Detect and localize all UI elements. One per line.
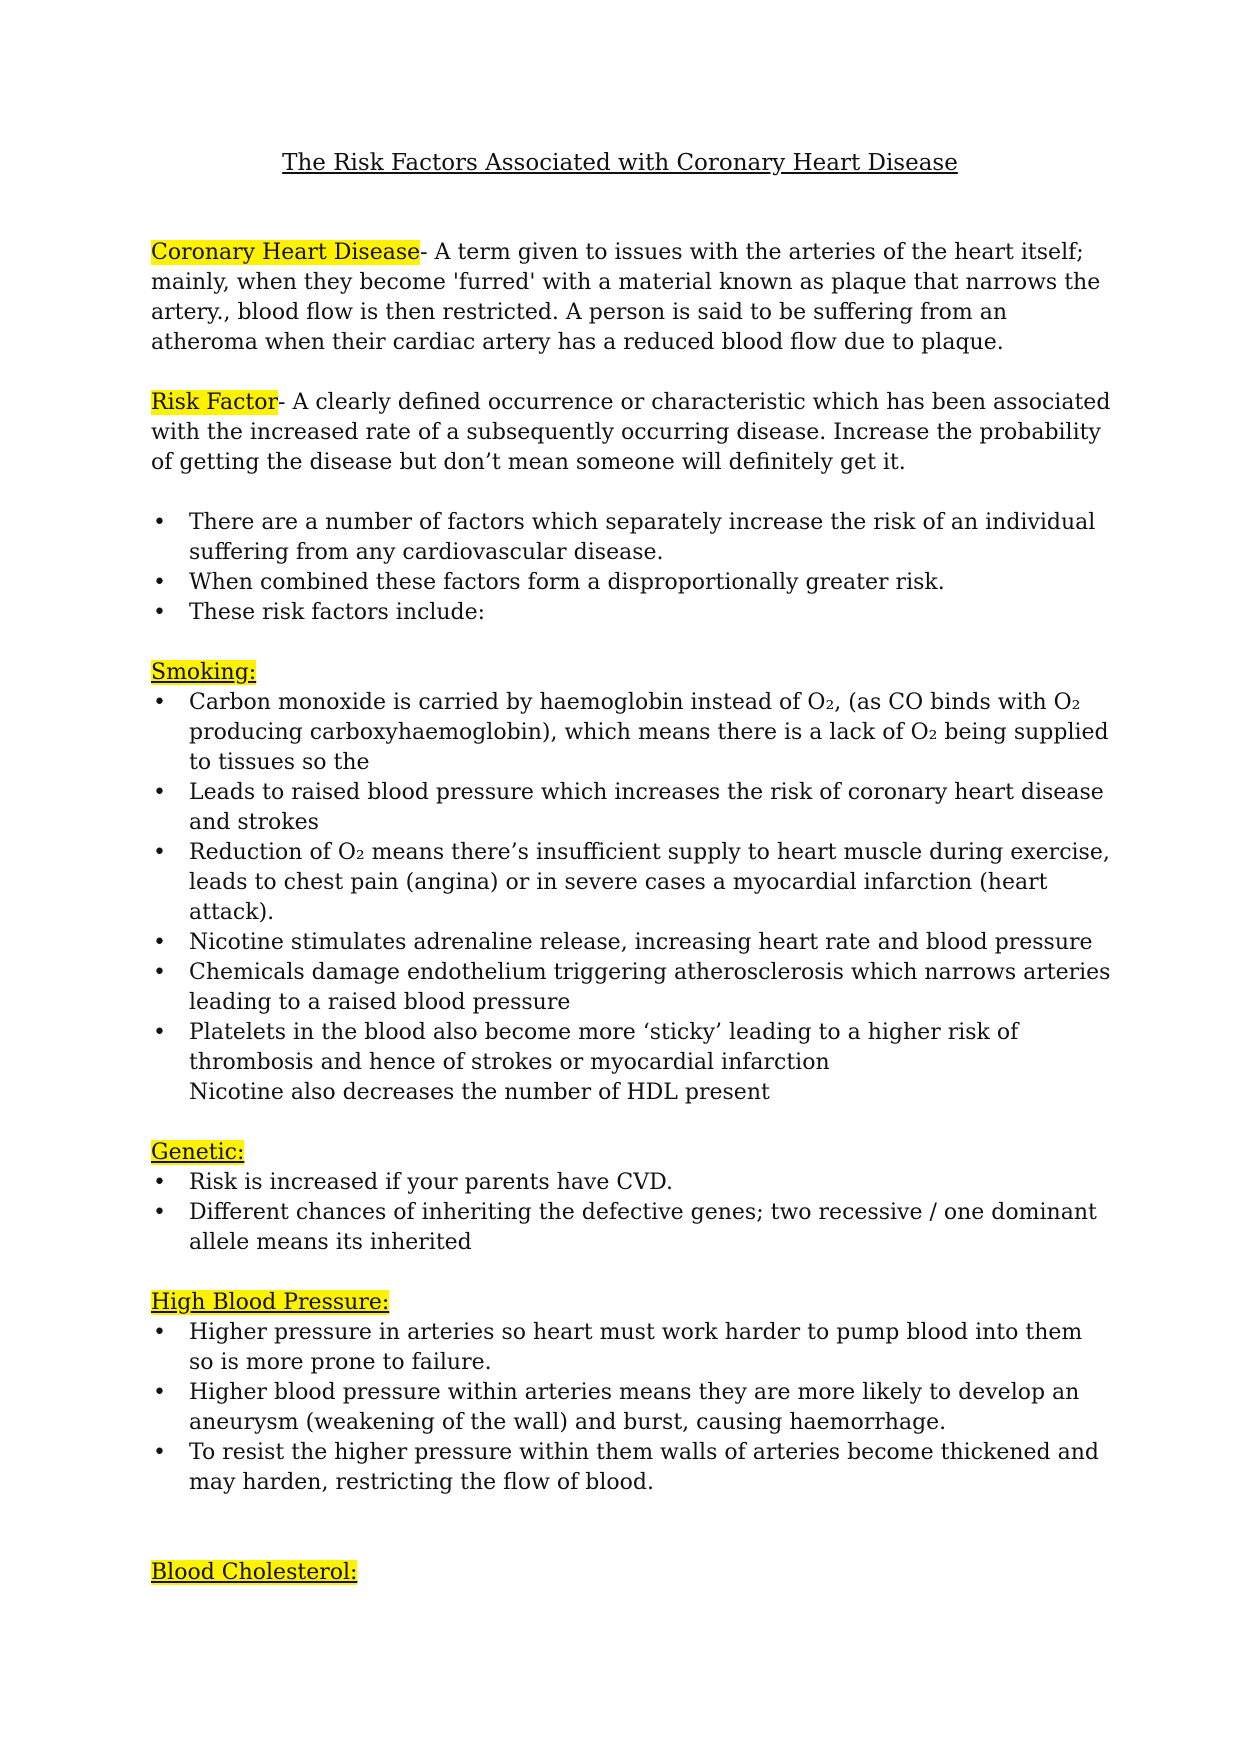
list-item: • Chemicals damage endothelium triggering atherosclerosis which narrows arteries leading to a raised blood pressure [151, 958, 1111, 1018]
list-item: • To resist the higher pressure within them walls of arteries become thickened and may harden, restricting the flow of blood. [151, 1438, 1111, 1498]
list-item: • Platelets in the blood also become more ‘sticky’ leading to a higher risk of thrombosis and hence of strokes or myocardial infarction [151, 1018, 1111, 1078]
list-item: • When combined these factors form a disproportionally greater risk. [151, 568, 1111, 598]
section-heading-genetic: Genetic: [151, 1140, 245, 1165]
list-item: • Higher blood pressure within arteries means they are more likely to develop an aneurysm (weakening of the wall) and burst, causing haemorrhage. [151, 1378, 1111, 1438]
definition-term: Coronary Heart Disease [151, 240, 421, 265]
section-heading-high-blood-pressure: High Blood Pressure: [151, 1290, 390, 1315]
definition-coronary-heart-disease [151, 238, 1111, 358]
document-body [151, 238, 1111, 1588]
definition-term: Risk Factor [151, 390, 279, 415]
definition-risk-factor [151, 388, 1111, 478]
list-item: • Nicotine stimulates adrenaline release, increasing heart rate and blood pressure [151, 928, 1111, 958]
smoking-continuation-line: Nicotine also decreases the number of HDL present [189, 1080, 770, 1105]
list-item: • Risk is increased if your parents have CVD. [151, 1168, 1111, 1198]
list-item: • Reduction of O₂ means there’s insufficient supply to heart muscle during exercise, leads to chest pain (angina) or in severe cases a myocardial infarction (heart attack). [151, 838, 1111, 928]
spacer [151, 1528, 1111, 1558]
section-heading-smoking: Smoking: [151, 660, 257, 685]
definition-text: - A term given to issues with the arteries of the heart itself; mainly, when they become 'furred' with a material known as plaque that narrows the artery., blood flow is then restricted. A person is said to be suffering from an atheroma when their cardiac artery has a reduced blood flow due to plaque. [151, 240, 1101, 355]
document-title: The Risk Factors Associated with Coronary Heart Disease [282, 150, 958, 176]
smoking-bullet-list [151, 688, 1111, 1078]
genetic-bullet-list [151, 1168, 1111, 1258]
list-item: • Carbon monoxide is carried by haemoglobin instead of O₂, (as CO binds with O₂ producing carboxyhaemoglobin), which means there is a lack of O₂ being supplied to tissues so the [151, 688, 1111, 778]
list-item: • Higher pressure in arteries so heart must work harder to pump blood into them so is more prone to failure. [151, 1318, 1111, 1378]
list-item: • Different chances of inheriting the defective genes; two recessive / one dominant allele means its inherited [151, 1198, 1111, 1258]
list-item: • There are a number of factors which separately increase the risk of an individual suffering from any cardiovascular disease. [151, 508, 1111, 568]
list-item: • Leads to raised blood pressure which increases the risk of coronary heart disease and strokes [151, 778, 1111, 838]
definition-text: - A clearly defined occurrence or characteristic which has been associated with the increased rate of a subsequently occurring disease. Increase the probability of getting the disease but don’t mean someone will definitely get it. [151, 390, 1111, 475]
intro-bullet-list [151, 508, 1111, 628]
high-blood-pressure-bullet-list [151, 1318, 1111, 1498]
list-item: • These risk factors include: [151, 598, 1111, 628]
section-heading-blood-cholesterol: Blood Cholesterol: [151, 1560, 358, 1585]
